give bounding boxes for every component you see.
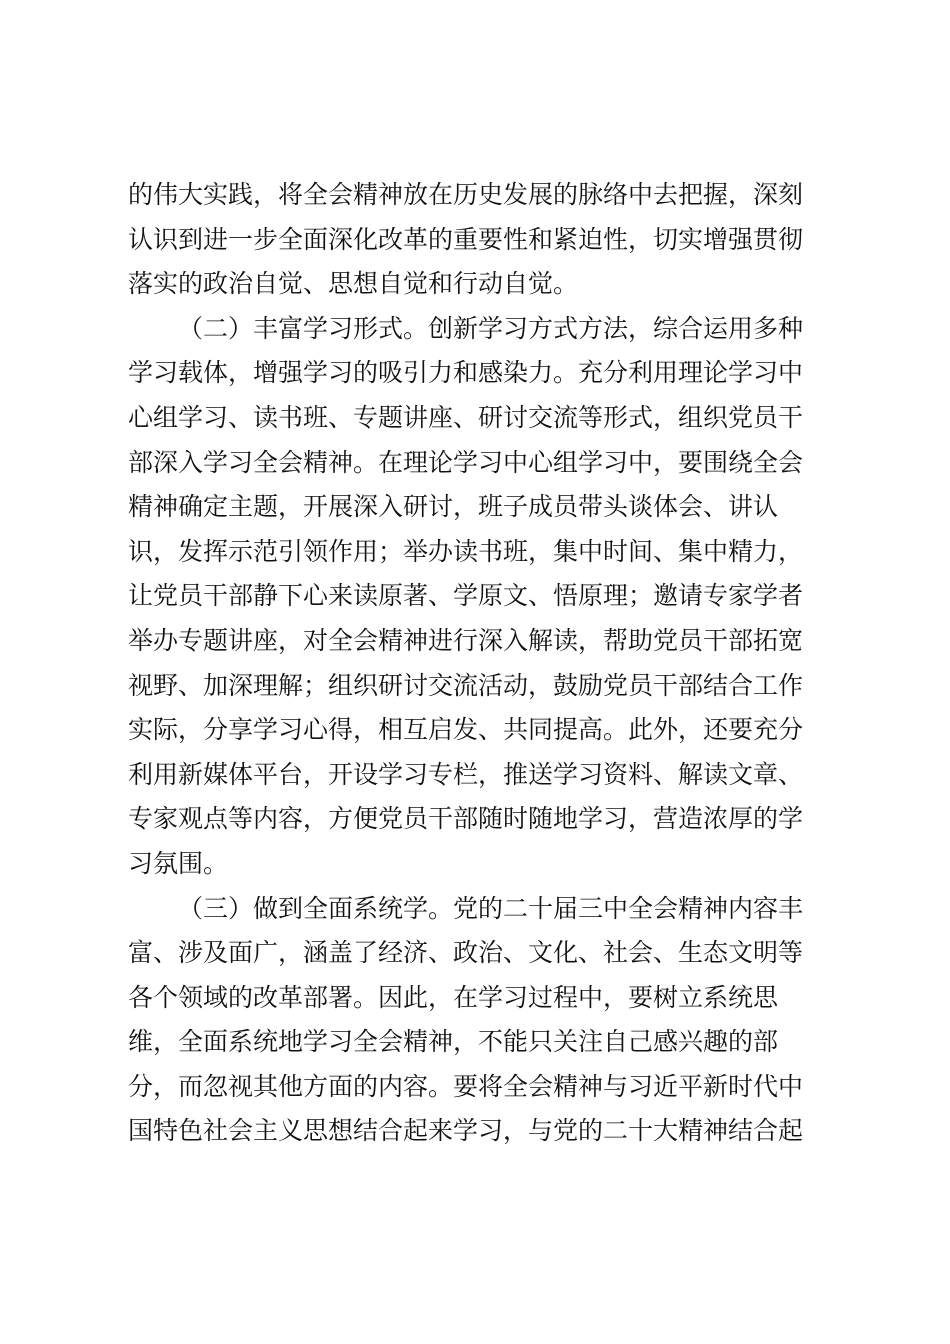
text-line: 富、涉及面广，涵盖了经济、政治、文化、社会、生态文明等 <box>128 938 804 968</box>
text-line: 举办专题讲座，对全会精神进行深入解读，帮助党员干部拓宽 <box>128 625 804 655</box>
body-text <box>128 173 822 1154</box>
text-line: 专家观点等内容，方便党员干部随时随地学习，营造浓厚的学 <box>128 804 804 834</box>
text-line: 精神确定主题，开展深入研讨，班子成员带头谈体会、讲认 <box>128 492 779 522</box>
text-line: 利用新媒体平台，开设学习专栏，推送学习资料、解读文章、 <box>128 759 804 789</box>
text-line: 国特色社会主义思想结合起来学习，与党的二十大精神结合起 <box>128 1116 804 1146</box>
section-heading-line: （三）做到全面系统学。党的二十届三中全会精神内容丰 <box>178 893 804 923</box>
text-line: 认识到进一步全面深化改革的重要性和紧迫性，切实增强贯彻 <box>128 224 804 254</box>
text-line: 各个领域的改革部署。因此，在学习过程中，要树立系统思 <box>128 982 779 1012</box>
text-line: 习氛围。 <box>128 848 229 878</box>
text-line: 维，全面系统地学习全会精神，不能只关注自己感兴趣的部 <box>128 1027 779 1057</box>
text-line: 让党员干部静下心来读原著、学原文、悟原理；邀请专家学者 <box>128 581 804 611</box>
text-line: 视野、加深理解；组织研讨交流活动，鼓励党员干部结合工作 <box>128 670 804 700</box>
text-line: 心组学习、读书班、专题讲座、研讨交流等形式，组织党员干 <box>128 402 804 432</box>
text-line: 识，发挥示范引领作用；举办读书班，集中时间、集中精力， <box>128 536 804 566</box>
text-line: 部深入学习全会精神。在理论学习中心组学习中，要围绕全会 <box>128 447 804 477</box>
text-line: 落实的政治自觉、思想自觉和行动自觉。 <box>128 269 579 299</box>
text-line: 的伟大实践，将全会精神放在历史发展的脉络中去把握，深刻 <box>128 180 804 209</box>
text-line: 分，而忽视其他方面的内容。要将全会精神与习近平新时代中 <box>128 1071 804 1101</box>
section-heading-line: （二）丰富学习形式。创新学习方式方法，综合运用多种 <box>178 313 804 343</box>
text-line: 实际，分享学习心得，相互启发、共同提高。此外，还要充分 <box>128 715 804 745</box>
text-line: 学习载体，增强学习的吸引力和感染力。充分利用理论学习中 <box>128 358 804 388</box>
